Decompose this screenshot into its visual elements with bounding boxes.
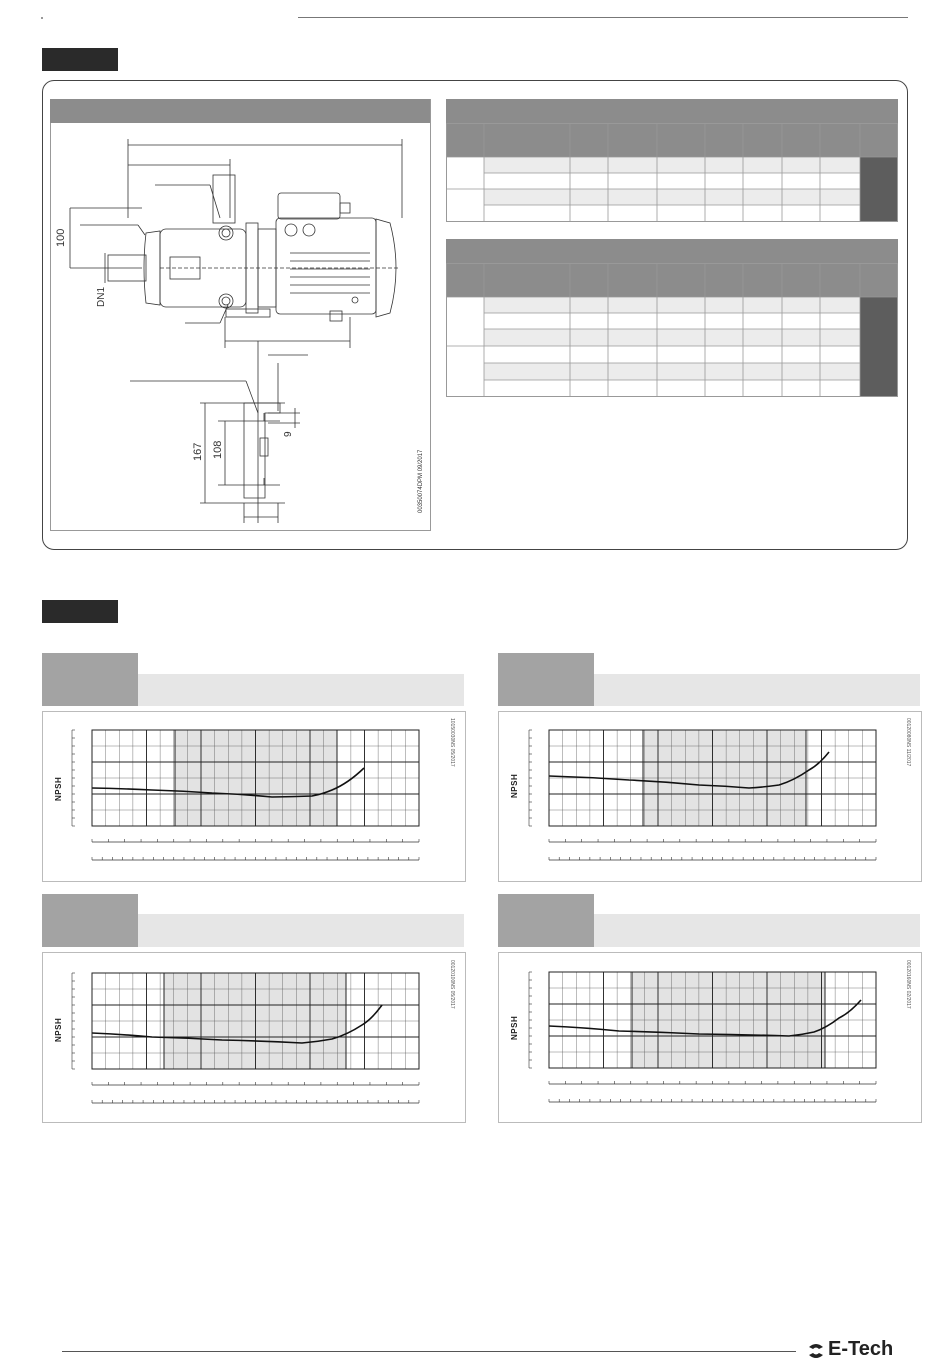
graph2-tab-strip	[594, 674, 920, 706]
graph2-tab	[498, 653, 594, 706]
graph1-ylabel: NPSH	[54, 776, 63, 801]
graph1-box	[42, 711, 466, 882]
graph4-tab-strip	[594, 914, 920, 947]
pump-drawing	[50, 123, 430, 529]
graph3-code: 00120100NS 05/2017	[449, 960, 455, 1009]
dim-100: 100	[55, 228, 67, 247]
table1-header	[446, 99, 898, 123]
corner-mark	[41, 17, 43, 19]
graph2-ylabel: NPSH	[510, 773, 519, 798]
dim-167: 167	[192, 442, 204, 461]
section-tag-dimensions	[42, 48, 118, 71]
dim-108: 108	[212, 440, 224, 459]
graph1-tab-strip	[138, 674, 464, 706]
table2-grid	[446, 263, 898, 397]
table2-header	[446, 239, 898, 263]
graph4-tab	[498, 894, 594, 947]
table1-grid	[446, 123, 898, 222]
graph2-box	[498, 711, 922, 882]
graph3-box	[42, 952, 466, 1123]
etech-logo-icon	[806, 1341, 826, 1361]
graph1-code: 10150030NS 05/2017	[449, 718, 455, 767]
graph3-tab	[42, 894, 138, 947]
graph4-code: 00120160NS 02/2017	[905, 960, 911, 1009]
graph4-box	[498, 952, 922, 1123]
graph2-code: 00120080NS 11/2017	[905, 718, 911, 767]
drawing-panel-header	[50, 99, 430, 123]
dim-9: 9	[283, 431, 294, 437]
dim-dn1: DN1	[96, 286, 107, 307]
graph1-tab	[42, 653, 138, 706]
section-tag-npsh	[42, 600, 118, 623]
brand-logo: E-Tech	[828, 1338, 894, 1360]
graph4-ylabel: NPSH	[510, 1015, 519, 1040]
graph3-ylabel: NPSH	[54, 1017, 63, 1042]
header-rule	[298, 17, 908, 18]
footer-rule	[62, 1351, 796, 1352]
graph3-tab-strip	[138, 914, 464, 947]
drawing-code: 00350074DPM 09/2017	[418, 449, 424, 513]
